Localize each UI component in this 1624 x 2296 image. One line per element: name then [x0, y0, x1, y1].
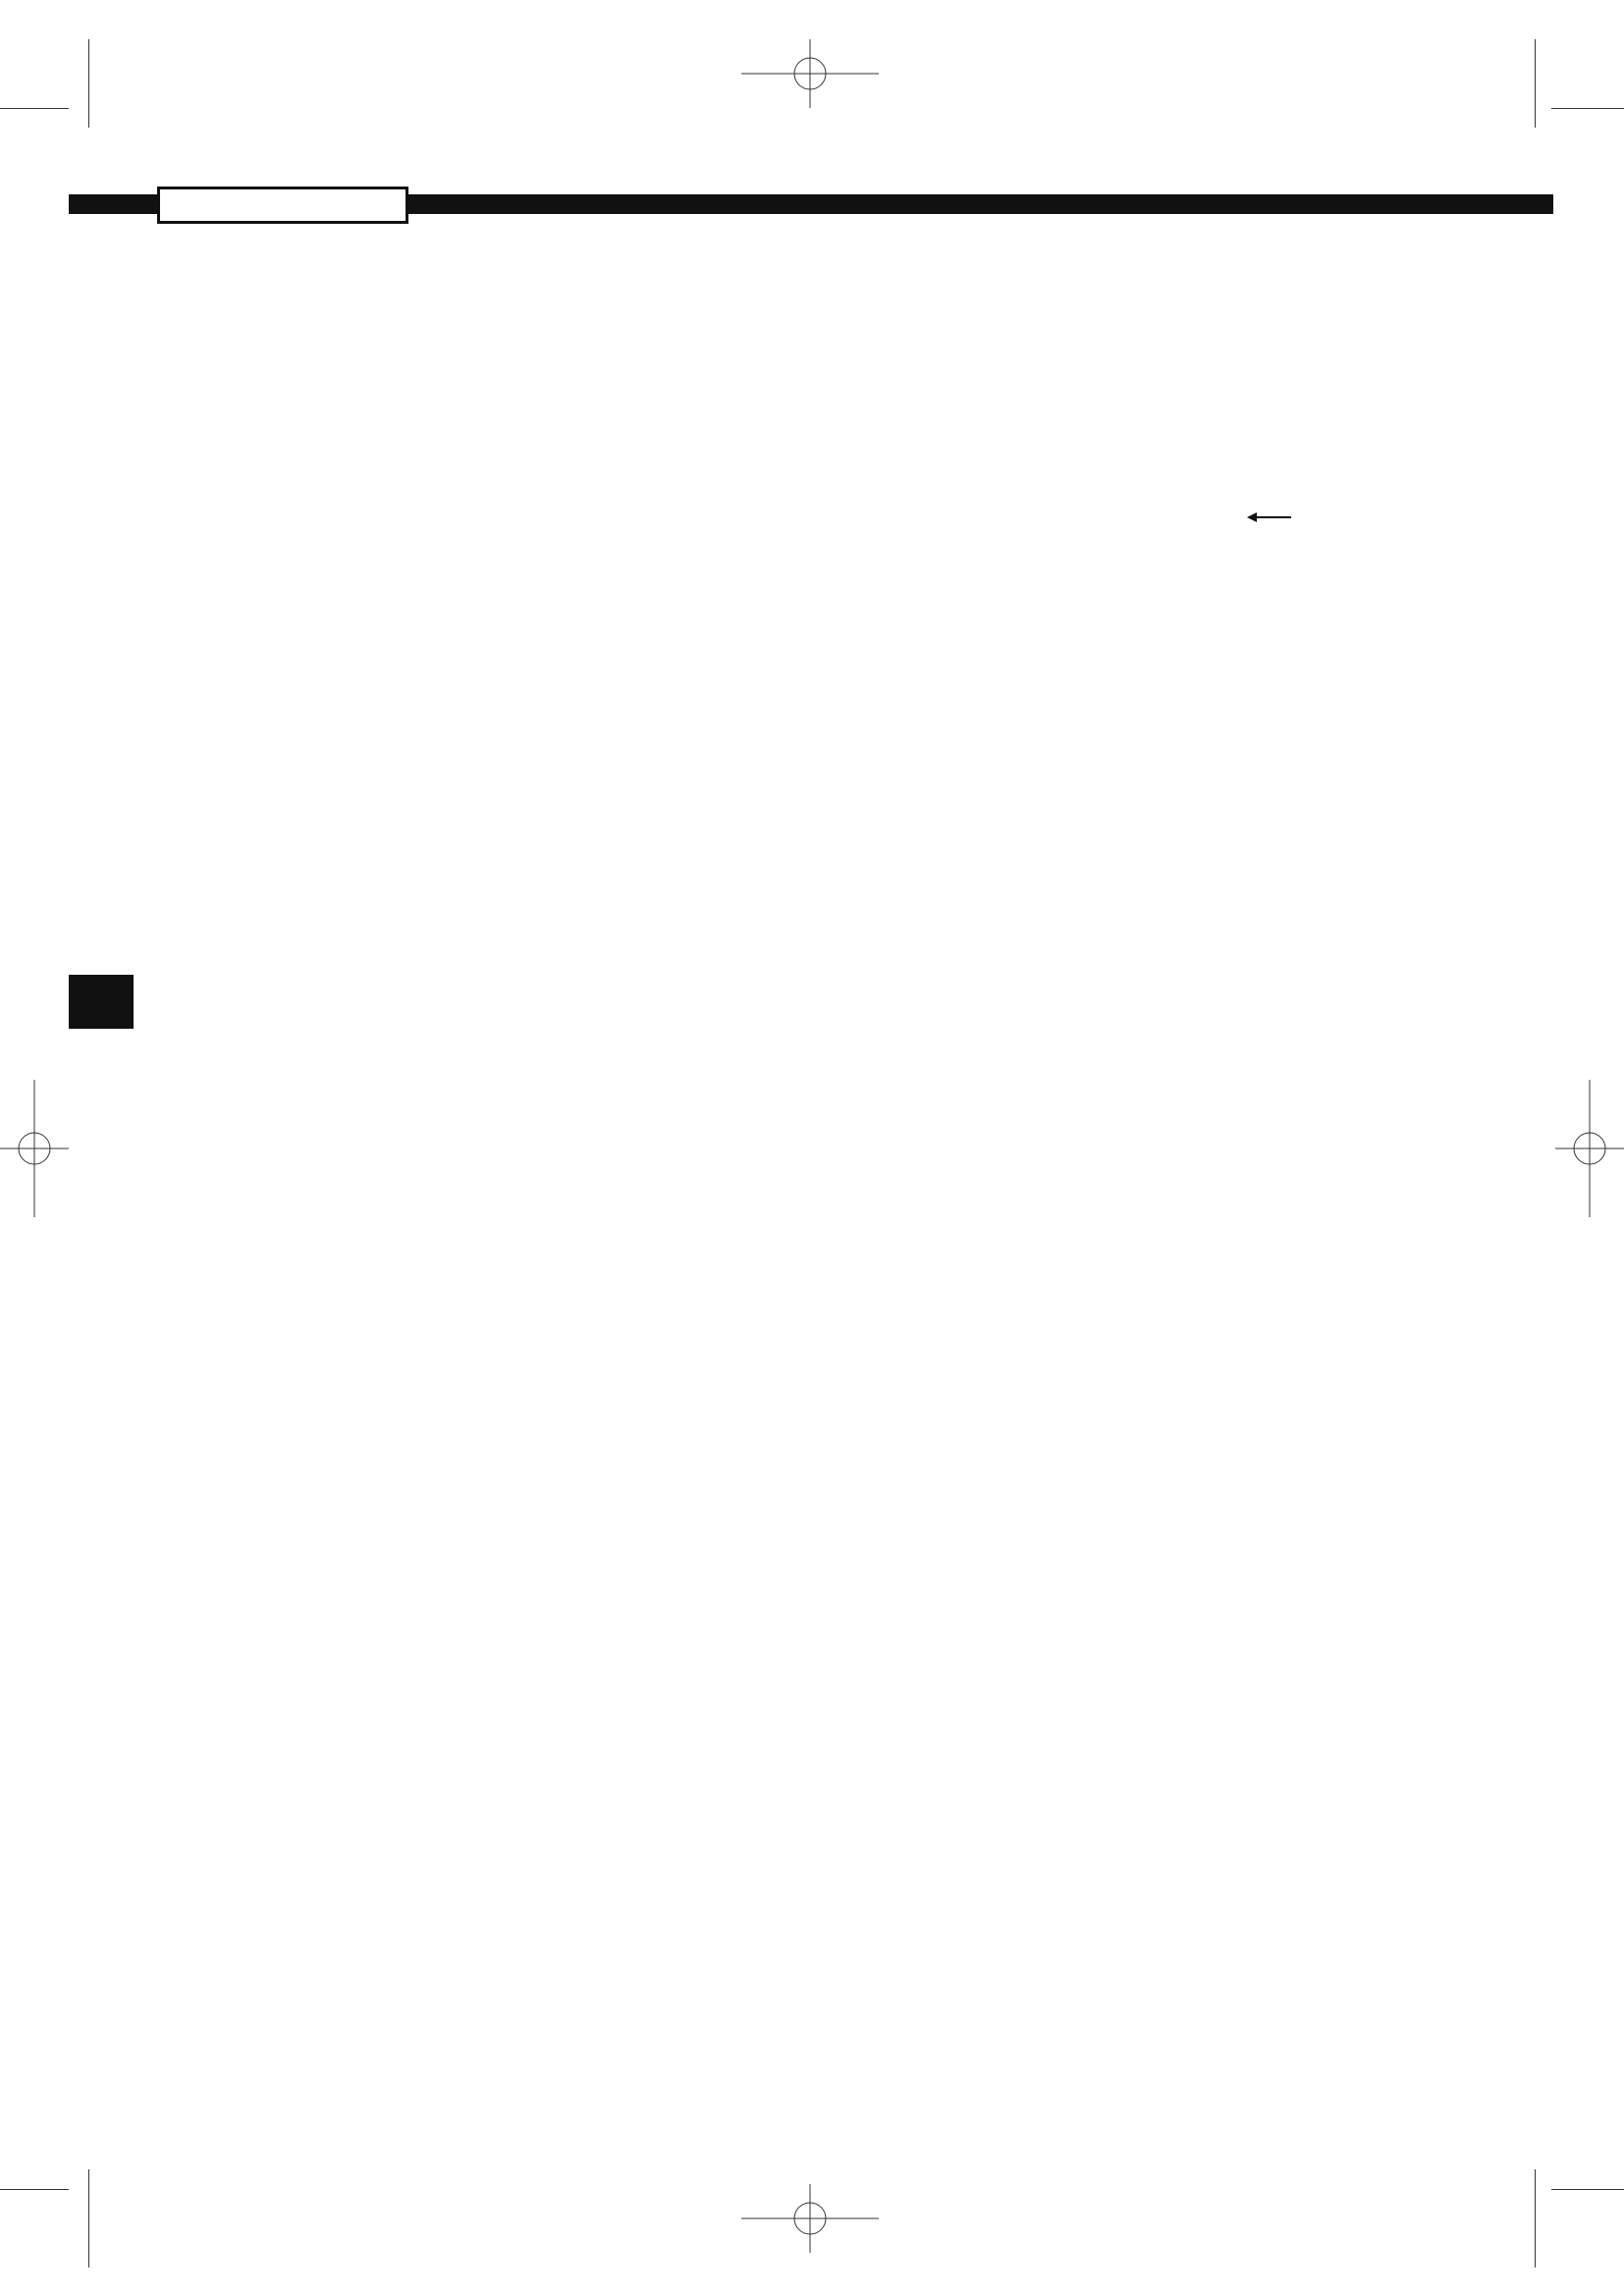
registration-target-icon [741, 2184, 879, 2253]
crop-mark [88, 2169, 89, 2268]
crop-mark [1551, 2189, 1624, 2190]
crop-mark [1535, 2169, 1536, 2268]
crop-mark [0, 108, 69, 109]
side-tab [69, 975, 134, 1029]
registration-target-icon [741, 39, 879, 108]
page-title [157, 187, 408, 224]
crop-mark [88, 39, 89, 128]
arrow-left-icon [1247, 511, 1291, 523]
registration-target-icon [0, 1080, 69, 1217]
crop-mark [0, 2189, 69, 2190]
crop-mark [1535, 39, 1536, 128]
registration-target-icon [1555, 1080, 1624, 1217]
crop-mark [1551, 108, 1624, 109]
